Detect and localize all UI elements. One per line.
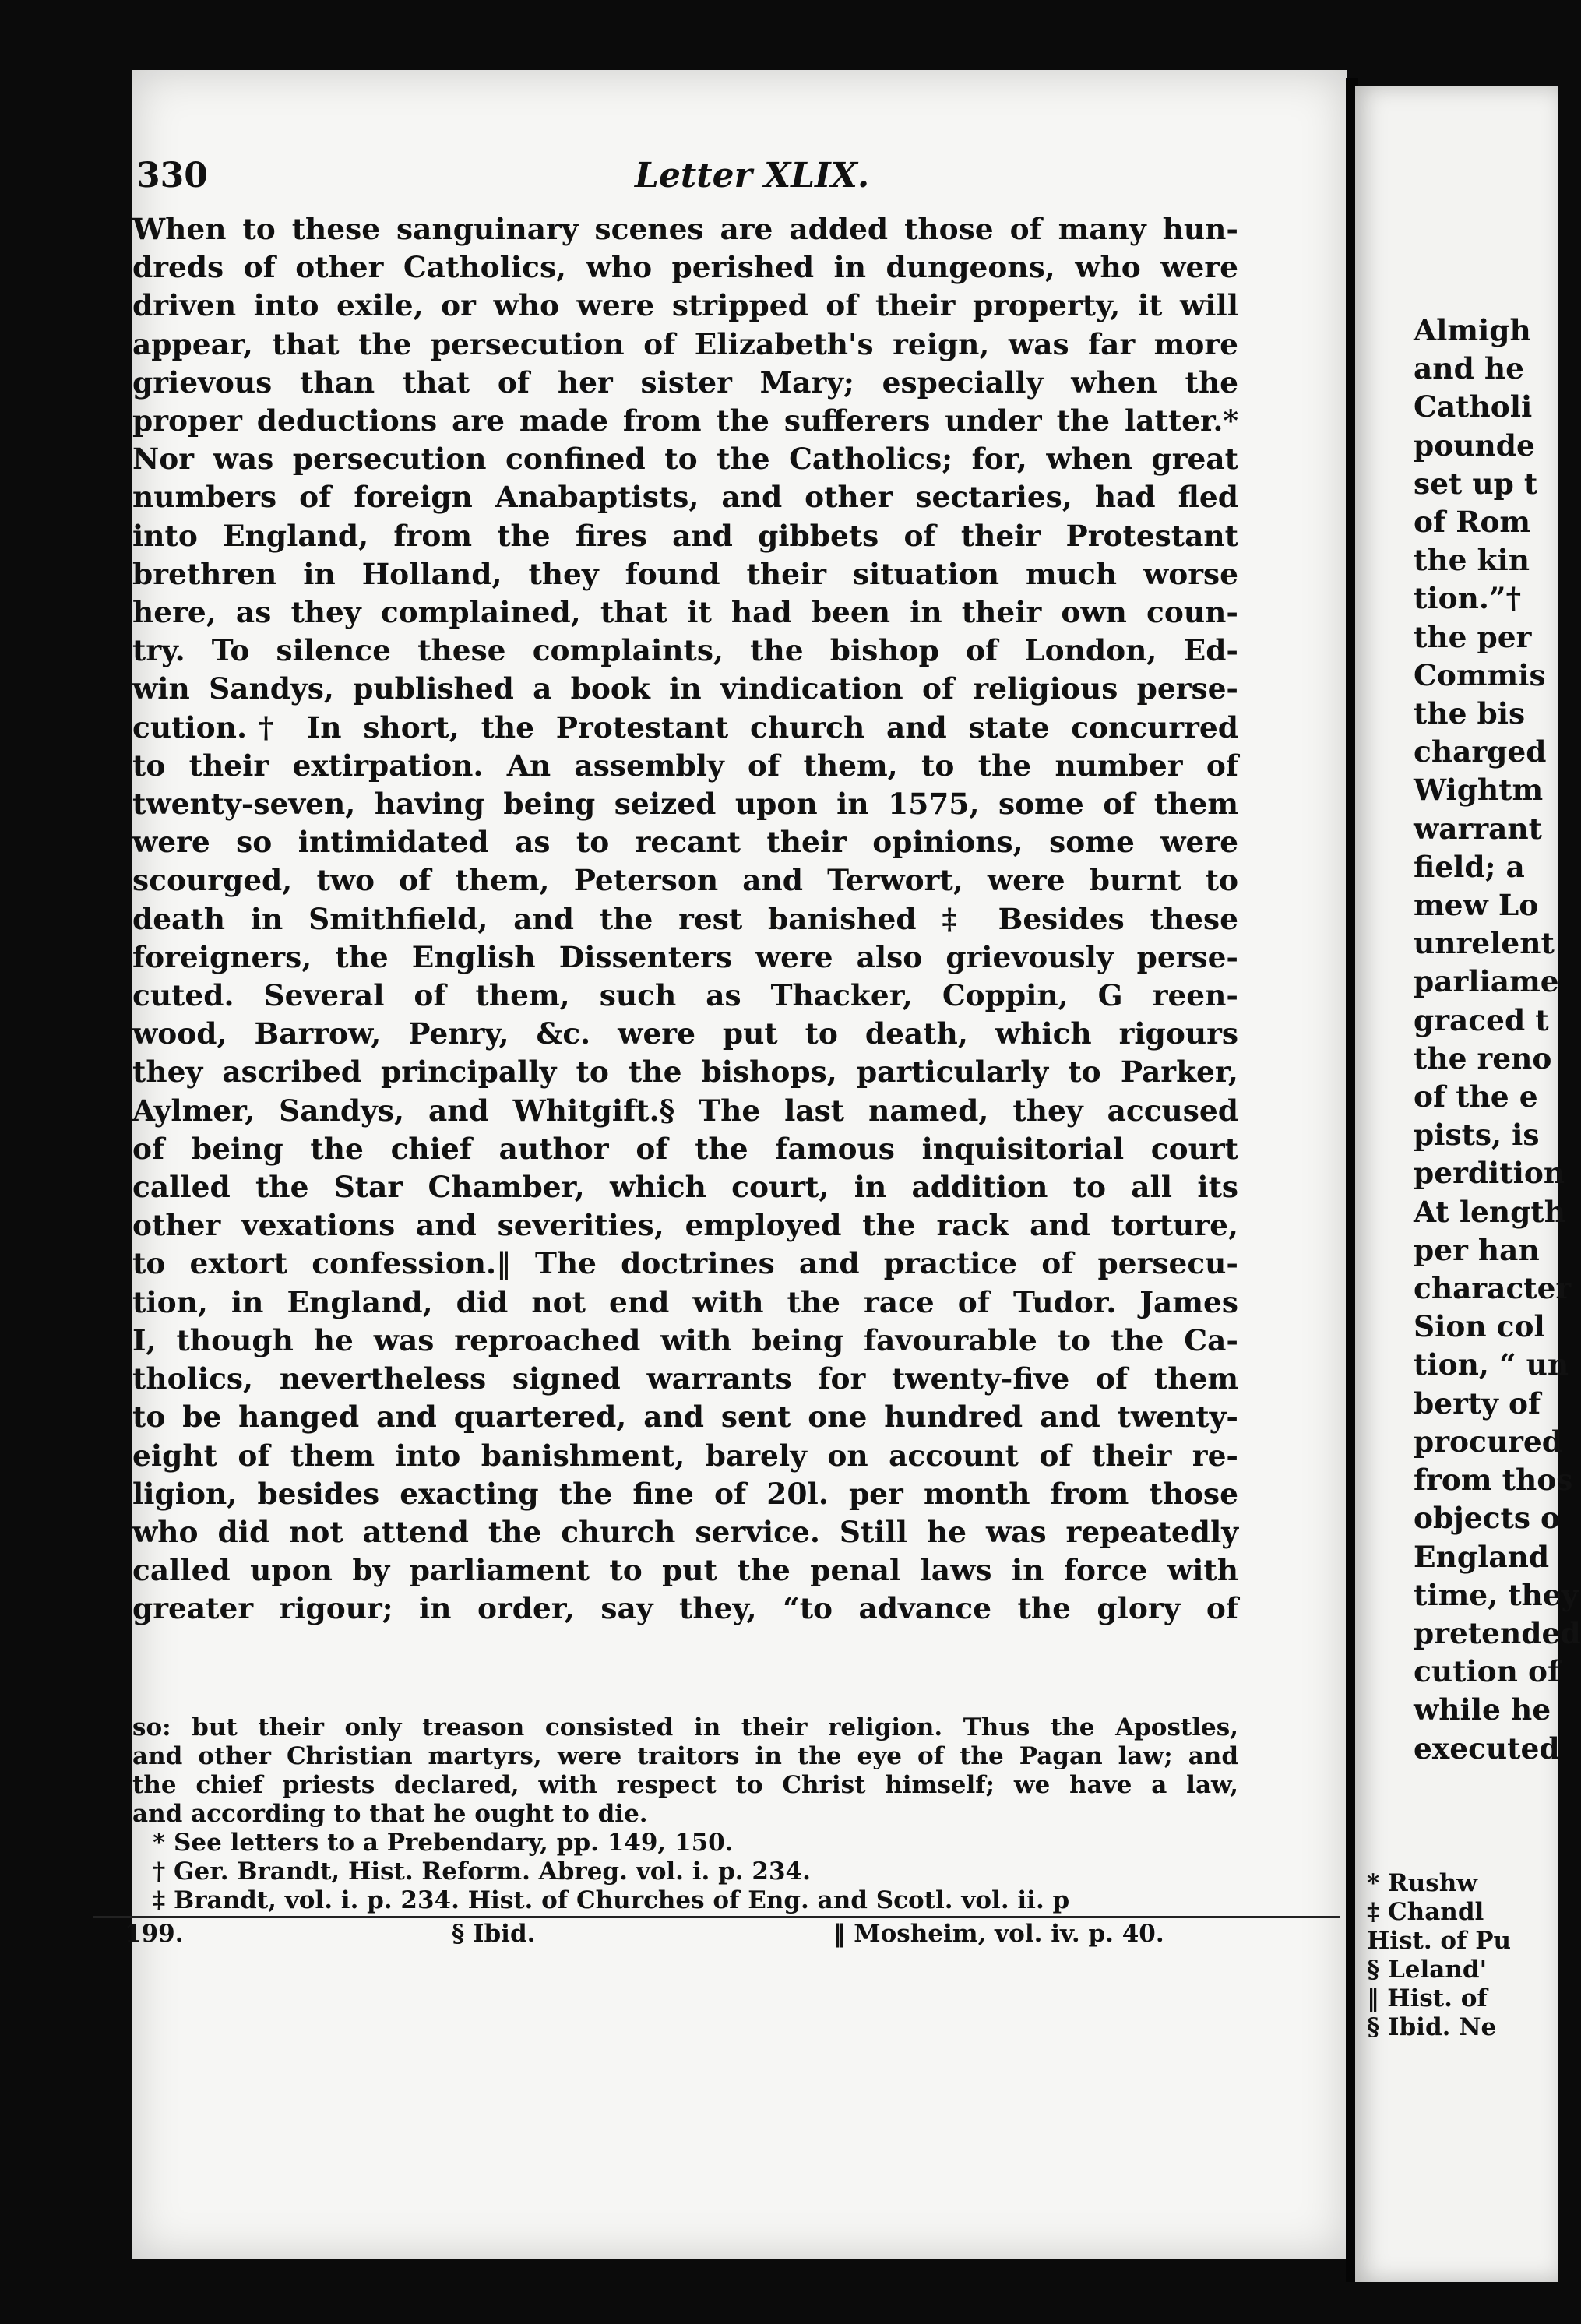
signature-mark: 199. [125, 1920, 184, 1948]
body-line-17: were so intimidated as to recant their opinions, some were [132, 825, 1238, 860]
right-page-line-25: per han [1414, 1232, 1540, 1267]
right-page-line-31: from thos [1414, 1463, 1573, 1498]
right-page-line-4: pounde [1414, 428, 1535, 463]
right-page-line-37: while he [1414, 1692, 1551, 1727]
right-page-line-19: graced t [1414, 1002, 1549, 1037]
right-page-line-13: Wightm [1414, 773, 1544, 808]
right-page-line-17: unrelent [1414, 926, 1555, 961]
right-page-line-35: pretended [1414, 1615, 1581, 1650]
body-text [132, 210, 1238, 1629]
footnote-continuation-2: and other Christian martyrs, were traitors in the eye of the Pagan law; and [132, 1742, 1238, 1770]
right-page-line-21: of the e [1414, 1079, 1538, 1114]
body-line-10: brethren in Holland, they found their situation much worse [132, 556, 1238, 591]
right-page-line-12: charged [1414, 734, 1547, 769]
body-line-19: death in Smithfield, and the rest banished ‡ Besides these [132, 901, 1238, 936]
right-page-line-29: berty of [1414, 1386, 1541, 1421]
right-page-line-36: cution of [1414, 1654, 1561, 1689]
footnote-ibid: § Ibid. [452, 1920, 536, 1948]
footnote-list [132, 1829, 1238, 1915]
body-line-11: here, as they complained, that it had been in their own coun- [132, 595, 1238, 630]
right-page [1355, 86, 1581, 2282]
body-line-2: dreds of other Catholics, who perished in dungeons, who were [132, 250, 1238, 285]
body-line-28: to extort confession.‖ The doctrines and practice of persecu- [132, 1246, 1238, 1281]
body-line-37: greater rigour; in order, say they, “to advance the glory of [132, 1591, 1238, 1626]
right-footnote-6: § Ibid. Ne [1367, 2013, 1497, 2041]
right-page-line-16: mew Lo [1414, 888, 1539, 923]
body-line-31: tholics, nevertheless signed warrants for twenty-five of them [132, 1361, 1238, 1396]
right-footnote-2: ‡ Chandl [1367, 1898, 1484, 1926]
right-page-line-20: the reno [1414, 1041, 1552, 1076]
right-page-line-3: Catholi [1414, 389, 1533, 424]
footnote-2: † Ger. Brandt, Hist. Reform. Abreg. vol. i. p. 234. [153, 1857, 811, 1886]
right-page-line-38: executed [1414, 1731, 1560, 1766]
right-page-text [1414, 312, 1581, 1768]
body-line-4: appear, that the persecution of Elizabeth's reign, was far more [132, 326, 1238, 361]
body-line-23: they ascribed principally to the bishops, particularly to Parker, [132, 1055, 1238, 1090]
right-page-line-1: Almigh [1414, 313, 1531, 347]
right-page-line-27: Sion col [1414, 1309, 1545, 1344]
footnote-continuation-1: so: but their only treason consisted in their religion. Thus the Apostles, [132, 1713, 1238, 1741]
right-page-line-26: character [1414, 1271, 1572, 1306]
body-line-36: called upon by parliament to put the penal laws in force with [132, 1553, 1238, 1588]
footnotes [132, 1713, 1238, 1915]
footer-rule [93, 1916, 1340, 1918]
page-header [136, 156, 1227, 210]
right-page-line-5: set up t [1414, 466, 1538, 501]
body-line-35: who did not attend the church service. Still he was repeatedly [132, 1514, 1238, 1549]
body-line-22: wood, Barrow, Penry, &c. were put to death, which rigours [132, 1016, 1238, 1051]
body-line-18: scourged, two of them, Peterson and Terwort, were burnt to [132, 863, 1238, 898]
right-page-line-14: warrant [1414, 811, 1542, 846]
right-page-line-7: the kin [1414, 543, 1530, 578]
right-footnote-5: ‖ Hist. of [1367, 1984, 1488, 2012]
right-page-line-8: tion.”† [1414, 581, 1522, 616]
right-page-line-10: Commis [1414, 657, 1546, 692]
body-line-26: called the Star Chamber, which court, in addition to all its [132, 1170, 1238, 1205]
body-line-9: into England, from the fires and gibbets of their Protestant [132, 518, 1238, 553]
footnote-3: ‡ Brandt, vol. i. p. 234. Hist. of Churches of Eng. and Scotl. vol. ii. p [153, 1886, 1070, 1914]
body-line-12: try. To silence these complaints, the bishop of London, Ed- [132, 633, 1238, 668]
right-page-line-18: parliame [1414, 964, 1559, 999]
body-line-3: driven into exile, or who were stripped of their property, it will [132, 288, 1238, 323]
body-line-25: of being the chief author of the famous inquisitorial court [132, 1131, 1238, 1166]
body-line-29: tion, in England, did not end with the race of Tudor. James [132, 1284, 1238, 1319]
right-page-line-9: the per [1414, 619, 1532, 654]
footer-row [125, 1920, 1246, 1951]
right-page-line-24: At length [1414, 1194, 1565, 1229]
right-page-line-11: the bis [1414, 696, 1526, 731]
body-line-8: numbers of foreign Anabaptists, and other sectaries, had fled [132, 480, 1238, 515]
body-line-20: foreigners, the English Dissenters were also grievously perse- [132, 939, 1238, 974]
footnote-continuation-3: the chief priests declared, with respect to Christ himself; we have a law, [132, 1771, 1238, 1799]
right-footnote-1: * Rushw [1367, 1869, 1477, 1897]
body-line-32: to be hanged and quartered, and sent one hundred and twenty- [132, 1400, 1238, 1435]
footnote-continuation [132, 1713, 1238, 1829]
body-line-15: to their extirpation. An assembly of them, to the number of [132, 748, 1238, 783]
body-line-30: I, though he was reproached with being favourable to the Ca- [132, 1322, 1238, 1357]
footnote-continuation-4: and according to that he ought to die. [132, 1800, 648, 1828]
body-line-6: proper deductions are made from the sufferers under the latter.* [132, 403, 1238, 438]
right-page-footnotes [1367, 1869, 1569, 2042]
right-page-line-2: and he [1414, 351, 1524, 386]
body-line-24: Aylmer, Sandys, and Whitgift.§ The last named, they accused [132, 1093, 1238, 1128]
body-line-21: cuted. Several of them, such as Thacker, Coppin, G reen- [132, 978, 1238, 1013]
right-page-line-34: time, they [1414, 1577, 1579, 1612]
footnote-1: * See letters to a Prebendary, pp. 149, 150. [153, 1829, 734, 1857]
body-line-34: ligion, besides exacting the fine of 20l. per month from those [132, 1476, 1238, 1511]
right-page-line-32: objects o [1414, 1501, 1560, 1536]
right-page-line-23: perdition [1414, 1156, 1565, 1191]
body-line-33: eight of them into banishment, barely on account of their re- [132, 1438, 1238, 1473]
body-line-5: grievous than that of her sister Mary; especially when the [132, 364, 1238, 400]
body-line-1: When to these sanguinary scenes are added those of many hun- [132, 212, 1238, 246]
right-page-line-15: field; a [1414, 849, 1525, 884]
right-page-line-30: procured [1414, 1424, 1562, 1459]
body-line-7: Nor was persecution confined to the Catholics; for, when great [132, 442, 1238, 477]
right-page-line-22: pists, is [1414, 1118, 1540, 1153]
body-line-14: cution.† In short, the Protestant church and state concurred [132, 710, 1238, 745]
page-number: 330 [136, 156, 208, 195]
running-title: Letter XLIX. [635, 156, 870, 195]
right-page-line-33: England [1414, 1539, 1550, 1574]
right-page-line-28: tion, “ un [1414, 1347, 1569, 1382]
right-page-line-6: of Rom [1414, 505, 1531, 540]
footnote-mosheim: ‖ Mosheim, vol. iv. p. 40. [833, 1920, 1164, 1948]
body-line-27: other vexations and severities, employed the rack and torture, [132, 1208, 1238, 1243]
right-footnote-4: § Leland' [1367, 1956, 1488, 1984]
body-line-16: twenty-seven, having being seized upon in 1575, some of them [132, 787, 1238, 822]
right-footnote-3: Hist. of Pu [1367, 1927, 1512, 1955]
body-line-13: win Sandys, published a book in vindication of religious perse- [132, 671, 1238, 706]
